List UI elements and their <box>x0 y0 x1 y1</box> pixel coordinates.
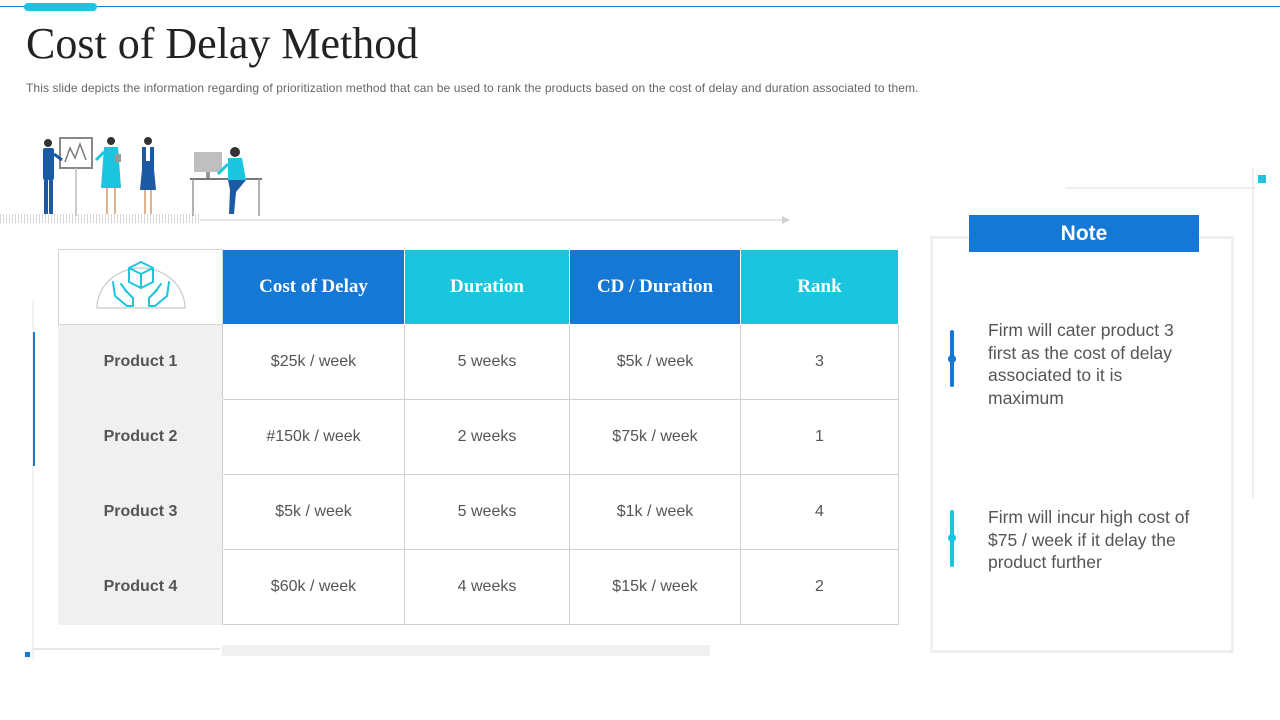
hands-holding-box-icon <box>93 256 189 312</box>
column-header-cd-duration: CD / Duration <box>570 250 741 325</box>
cell-cost-of-delay: $25k / week <box>223 325 405 400</box>
note-panel <box>930 236 1234 653</box>
table-row <box>59 400 899 475</box>
column-header-cost-of-delay: Cost of Delay <box>223 250 405 325</box>
cell-rank: 2 <box>741 550 899 625</box>
cell-cost-of-delay: #150k / week <box>223 400 405 475</box>
note-title: Note <box>969 215 1199 252</box>
column-header-rank: Rank <box>741 250 899 325</box>
note-item-1: Firm will cater product 3 first as the cost of delay associated to it is maximum <box>988 320 1174 408</box>
note-item-2: Firm will incur high cost of $75 / week if it delay the product further <box>988 507 1190 572</box>
table-header-row <box>59 250 899 325</box>
column-header-duration: Duration <box>405 250 570 325</box>
table-row <box>59 475 899 550</box>
cell-cd-duration: $75k / week <box>570 400 741 475</box>
page-subtitle: This slide depicts the information regarding of prioritization method that can be used to rank the products based on the cost of delay and duration associated to them. <box>26 81 919 95</box>
cell-cd-duration: $15k / week <box>570 550 741 625</box>
cell-rank: 3 <box>741 325 899 400</box>
table-icon-cell <box>59 250 223 325</box>
cell-cd-duration: $1k / week <box>570 475 741 550</box>
people-presentation-illustration <box>0 130 270 222</box>
page-title: Cost of Delay Method <box>26 19 419 68</box>
table-row <box>59 325 899 400</box>
note-marker-dot <box>948 355 956 363</box>
cost-of-delay-table <box>58 249 899 625</box>
cell-duration: 4 weeks <box>405 550 570 625</box>
note-marker-dot <box>948 534 956 542</box>
cell-cost-of-delay: $60k / week <box>223 550 405 625</box>
cell-duration: 5 weeks <box>405 475 570 550</box>
row-product-name: Product 2 <box>59 400 223 475</box>
row-product-name: Product 1 <box>59 325 223 400</box>
row-product-name: Product 4 <box>59 550 223 625</box>
row-product-name: Product 3 <box>59 475 223 550</box>
cell-cd-duration: $5k / week <box>570 325 741 400</box>
cell-duration: 2 weeks <box>405 400 570 475</box>
cell-rank: 1 <box>741 400 899 475</box>
cell-cost-of-delay: $5k / week <box>223 475 405 550</box>
cell-rank: 4 <box>741 475 899 550</box>
cell-duration: 5 weeks <box>405 325 570 400</box>
table-row <box>59 550 899 625</box>
